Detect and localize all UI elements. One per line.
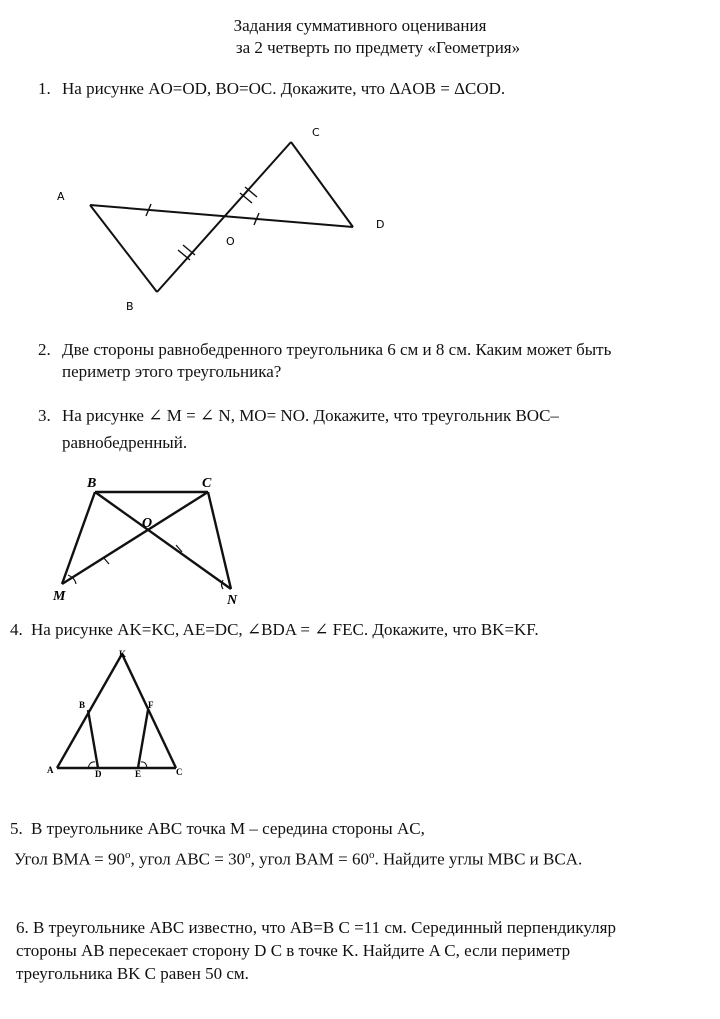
task-6-number: 6. <box>16 918 29 937</box>
label-A: A <box>57 190 65 203</box>
task-3-line-1: На рисунке ∠ M = ∠ N, MO= NO. Докажите, что треугольник BOC– <box>62 406 559 425</box>
task-6-line-2: стороны AB пересекает сторону D C в точке K. Найдите A C, если периметр <box>16 941 571 960</box>
segment-BD <box>88 710 98 768</box>
page-title: Задания суммативного оценивания <box>233 16 487 35</box>
label-D: D <box>95 769 102 779</box>
label-A: A <box>47 765 54 775</box>
label-K: K <box>119 649 127 659</box>
label-C: C <box>176 767 183 777</box>
segment-FE <box>138 710 148 768</box>
task-5-angle-abc: , угол ABC = 30 <box>130 849 246 869</box>
task-1-text: На рисунке AO=OD, BO=OC. Докажите, что ΔAOB = ΔCOD. <box>62 79 506 98</box>
task-4-text: На рисунке AK=KC, AE=DC, ∠BDA = ∠ FEC. Докажите, что BK=KF. <box>31 620 539 639</box>
task-5-line-2 <box>14 849 582 870</box>
task-6-line-3: треугольника BK C равен 50 см. <box>16 964 249 983</box>
segment-CD <box>291 142 353 227</box>
label-D: D <box>376 218 385 231</box>
label-B: B <box>79 700 86 710</box>
task-5-line-1: В треугольнике ABC точка M – середина стороны AC, <box>31 819 425 838</box>
label-E: E <box>135 769 142 779</box>
label-B: B <box>87 476 97 491</box>
label-F: F <box>148 700 154 710</box>
task-5-angle-bma: Угол BMA = 90 <box>14 849 125 869</box>
task-3-number: 3. <box>38 406 51 425</box>
label-M: M <box>53 589 66 604</box>
segment-AK <box>57 654 122 768</box>
label-C: C <box>202 476 212 491</box>
segment-BC <box>157 142 291 292</box>
figure-1-diagram <box>40 120 420 320</box>
segment-AD <box>90 205 353 227</box>
label-N: N <box>227 593 238 608</box>
task-3-line-2: равнобедренный. <box>62 433 188 452</box>
task-5-question: . Найдите углы MBC и BCA. <box>374 849 583 869</box>
task-6-line-1-text: В треугольнике ABC известно, что AB=B C =11 см. Серединный перпендикуляр <box>33 918 616 937</box>
segment-MB <box>62 492 95 584</box>
task-4-number: 4. <box>10 620 23 639</box>
task-2-number: 2. <box>38 340 51 359</box>
task-2-line-1: Две стороны равнобедренного треугольника 6 см и 8 см. Каким может быть <box>62 340 612 359</box>
tick-BO-1 <box>178 250 190 260</box>
tick-MO <box>103 557 109 564</box>
task-6-line-1 <box>16 918 616 938</box>
label-O: O <box>226 235 235 248</box>
task-2-line-2: периметр этого треугольника? <box>62 362 282 381</box>
figure-3-diagram <box>45 472 255 607</box>
label-B: B <box>126 300 134 313</box>
segment-AB <box>90 205 157 292</box>
page-subtitle: за 2 четверть по предмету «Геометрия» <box>235 38 521 57</box>
degree-sign: o <box>124 849 131 861</box>
task-5-number: 5. <box>10 819 23 838</box>
task-1-number: 1. <box>38 79 51 98</box>
task-5-angle-bam: , угол BAM = 60 <box>250 849 369 869</box>
label-O: O <box>142 516 153 531</box>
degree-sign: o <box>245 849 251 861</box>
segment-MC <box>62 492 208 584</box>
figure-4-diagram <box>40 645 200 785</box>
label-C: C <box>312 126 320 139</box>
degree-sign: o <box>368 849 375 861</box>
